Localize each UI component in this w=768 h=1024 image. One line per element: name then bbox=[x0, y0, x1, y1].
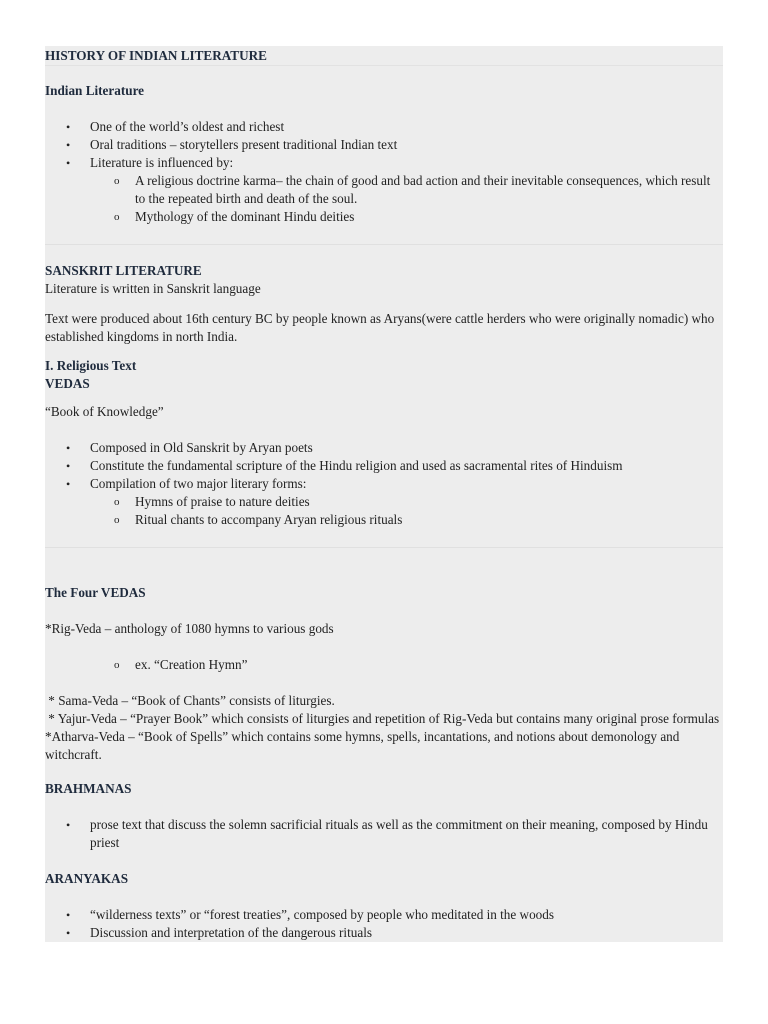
yajur-veda-line: * Yajur-Veda – “Prayer Book” which consists of liturgies and repetition of Rig-Veda but contains many original prose formulas bbox=[45, 710, 723, 728]
spacer bbox=[45, 798, 723, 816]
spacer bbox=[45, 638, 723, 656]
section-heading-sanskrit: SANSKRIT LITERATURE bbox=[45, 262, 723, 280]
atharva-veda-line: *Atharva-Veda – “Book of Spells” which contains some hymns, spells, incantations, and notions about demonology and witchcraft. bbox=[45, 728, 723, 764]
spacer bbox=[45, 888, 723, 906]
section-heading-brahmanas: BRAHMANAS bbox=[45, 780, 723, 798]
section-subheading-vedas: VEDAS bbox=[45, 375, 723, 393]
spacer bbox=[45, 66, 723, 82]
spacer bbox=[45, 245, 723, 262]
vedas-list bbox=[45, 439, 723, 529]
sanskrit-paragraph: Text were produced about 16th century BC by people known as Aryans(were cattle herders who were originally nomadic) who established kingdoms in north India. bbox=[45, 310, 723, 346]
section-heading-religious-text: I. Religious Text bbox=[45, 357, 723, 375]
rig-veda-line: *Rig-Veda – anthology of 1080 hymns to various gods bbox=[45, 620, 723, 638]
sub-list-item: o Ritual chants to accompany Aryan religious rituals bbox=[45, 511, 723, 529]
section-heading-four-vedas: The Four VEDAS bbox=[45, 584, 723, 602]
sub-list-item: o Mythology of the dominant Hindu deities bbox=[45, 208, 723, 226]
spacer bbox=[45, 100, 723, 118]
brahmanas-list bbox=[45, 816, 723, 852]
document-page bbox=[45, 46, 723, 942]
spacer bbox=[45, 529, 723, 547]
list-item: • One of the world’s oldest and richest bbox=[45, 118, 723, 136]
list-item: • Compilation of two major literary forms: bbox=[45, 475, 723, 493]
rig-veda-example-list bbox=[45, 656, 723, 674]
sub-list-item: o A religious doctrine karma– the chain of good and bad action and their inevitable consequences, which result to the repeated birth and death of the soul. bbox=[45, 172, 723, 208]
indian-literature-list bbox=[45, 118, 723, 226]
section-heading-indian-literature: Indian Literature bbox=[45, 82, 723, 100]
spacer bbox=[45, 674, 723, 692]
spacer bbox=[45, 602, 723, 620]
aranyakas-list bbox=[45, 906, 723, 942]
spacer bbox=[45, 298, 723, 310]
sanskrit-line: Literature is written in Sanskrit language bbox=[45, 280, 723, 298]
spacer bbox=[45, 421, 723, 439]
sub-list-item: o Hymns of praise to nature deities bbox=[45, 493, 723, 511]
list-item: • Literature is influenced by: bbox=[45, 154, 723, 172]
list-item: • Composed in Old Sanskrit by Aryan poets bbox=[45, 439, 723, 457]
spacer bbox=[45, 852, 723, 870]
vedas-quote: “Book of Knowledge” bbox=[45, 403, 723, 421]
list-item: • Discussion and interpretation of the dangerous rituals bbox=[45, 924, 723, 942]
list-item: • “wilderness texts” or “forest treaties”, composed by people who meditated in the woods bbox=[45, 906, 723, 924]
spacer bbox=[45, 548, 723, 584]
sub-list-item: o ex. “Creation Hymn” bbox=[45, 656, 723, 674]
list-item: • prose text that discuss the solemn sacrificial rituals as well as the commitment on their meaning, composed by Hindu priest bbox=[45, 816, 723, 852]
spacer bbox=[45, 226, 723, 244]
sama-veda-line: * Sama-Veda – “Book of Chants” consists of liturgies. bbox=[45, 692, 723, 710]
section-heading-aranyakas: ARANYAKAS bbox=[45, 870, 723, 888]
spacer bbox=[45, 764, 723, 780]
spacer bbox=[45, 393, 723, 403]
spacer bbox=[45, 346, 723, 357]
document-title: HISTORY OF INDIAN LITERATURE bbox=[45, 46, 723, 66]
list-item: • Constitute the fundamental scripture of the Hindu religion and used as sacramental rites of Hinduism bbox=[45, 457, 723, 475]
list-item: • Oral traditions – storytellers present traditional Indian text bbox=[45, 136, 723, 154]
